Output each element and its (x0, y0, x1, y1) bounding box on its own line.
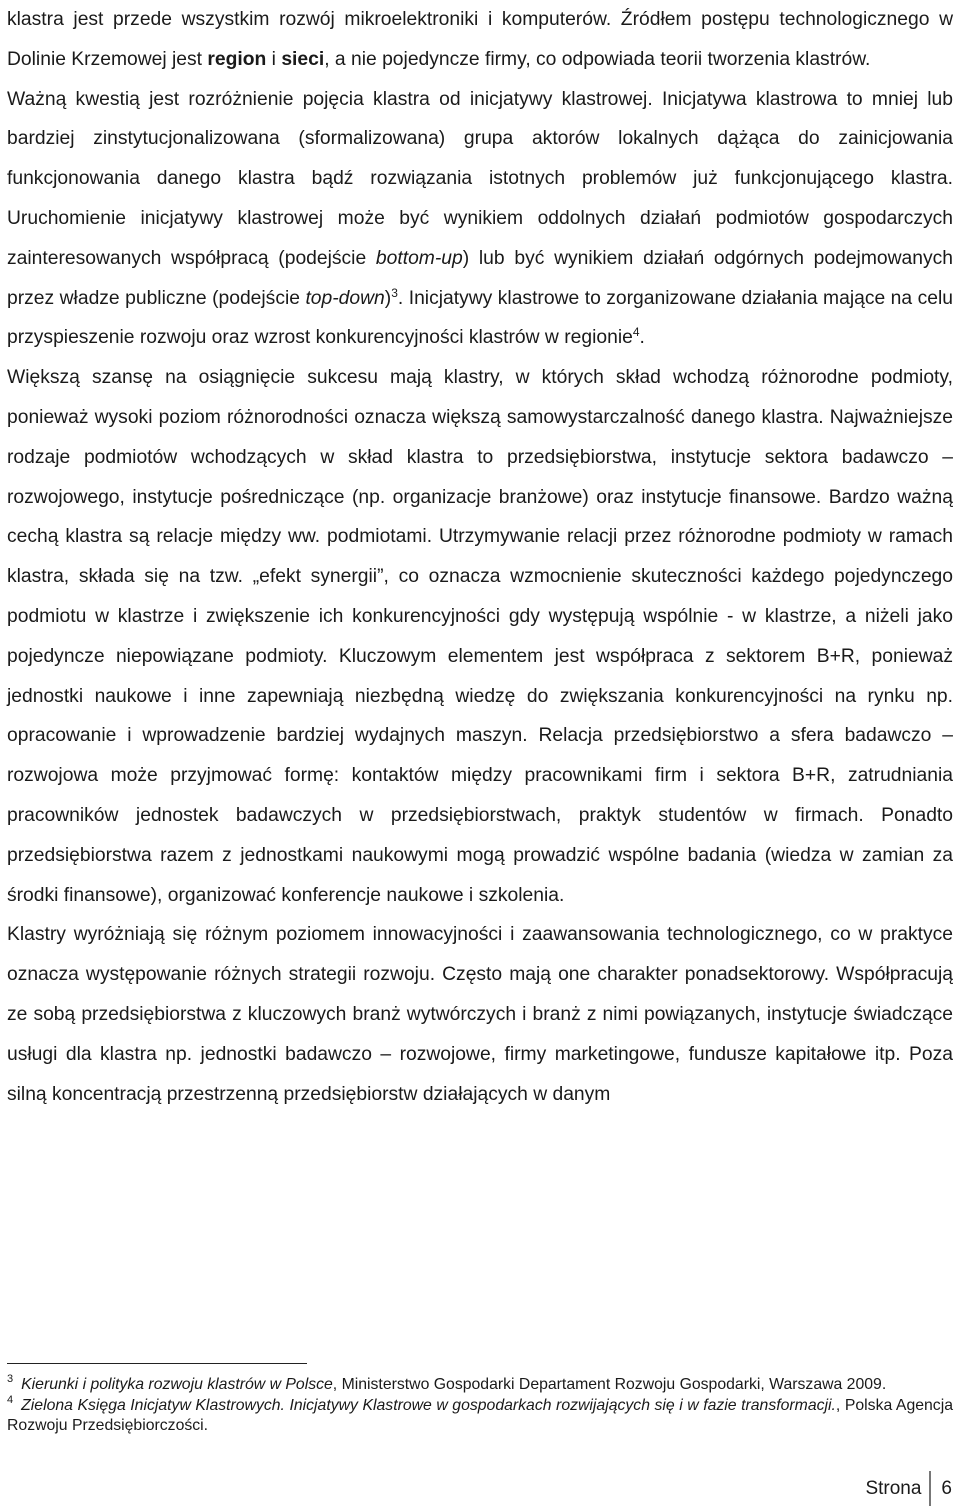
footnote-4 (7, 1393, 953, 1437)
body-text (7, 0, 953, 1114)
p1-bold-sieci: sieci (281, 48, 325, 70)
footnote-separator (7, 1363, 307, 1364)
footnotes (7, 1375, 953, 1437)
footnote-title: Zielona Księga Inicjatyw Klastrowych. Inicjatywy Klastrowe w gospodarkach rozwijających się i w fazie transformacji. (21, 1396, 836, 1414)
paragraph-4: Klastry wyróżniają się różnym poziomem innowacyjności i zaawansowania technologicznego, co w praktyce oznacza występowanie różnych strategii rozwoju. Często mają one charakter ponadsektorowy. Współpracują ze sobą przedsiębiorstwa z kluczowych branż wytwórczych i branż z nimi powiązanych, instytucje świadczące usługi dla klastra np. jednostki badawczo – rozwojowe, firmy marketingowe, fundusze kapitałowe itp. Poza silną koncentracją przestrzenną przedsiębiorstw działających w danym (7, 924, 953, 1105)
page-footer (865, 1471, 952, 1506)
p2-text-c: ) lub być wynikiem działań odgórnych podejmowanych przez władze publiczne (podejście (7, 247, 953, 309)
footnote-number: 3 (7, 1373, 14, 1385)
p1-bold-region: region (207, 48, 267, 70)
paragraph-1 (7, 0, 953, 80)
p2-italic-top-down: top-down (305, 287, 385, 309)
footnote-text: , Polska Agencja Rozwoju Przedsiębiorczości. (7, 1396, 953, 1434)
p2-text-a: Ważną kwestią jest rozróżnienie pojęcia klastra od inicjatywy klastrowej. Inicjatywa klastrowa to mniej lub bardziej zinstytucjonalizowana (sformalizowana) grupa aktorów lokalnych dążąca do zainicjowania funkcjonowania danego klastra bądź rozwiązania istotnych problemów już funkcjonującego klastra. Uruchomienie inicjatywy klastrowej może być wynikiem oddolnych działań podmiotów gospodarczych zainteresowanych współpracą (podejście (7, 88, 953, 269)
p1-text-a: klastra jest przede wszystkim rozwój mikroelektroniki i komputerów. Źródłem postępu technologicznego w Dolinie Krzemowej jest (7, 9, 953, 70)
p2-italic-bottom-up: bottom-up (375, 247, 463, 269)
footnote-ref-4[interactable]: 4 (632, 325, 640, 340)
p1-text-e: , a nie pojedyncze firmy, co odpowiada teorii tworzenia klastrów. (324, 48, 871, 70)
page-number: 6 (941, 1477, 952, 1499)
p1-text-c: i (266, 48, 282, 70)
footnote-3 (7, 1375, 953, 1396)
footnote-title: Kierunki i polityka rozwoju klastrów w Polsce (21, 1376, 333, 1393)
p2-text-e: ) (384, 287, 392, 309)
p2-text-f: . Inicjatywy klastrowe to zorganizowane działania mające na celu przyspieszenie rozwoju oraz wzrost konkurencyjności klastrów w regionie (7, 287, 953, 349)
footnote-number: 4 (7, 1393, 14, 1406)
paragraph-2 (7, 80, 953, 359)
paragraph-3: Większą szansę na osiągnięcie sukcesu mają klastry, w których skład wchodzą różnorodne podmioty, ponieważ wysoki poziom różnorodności oznacza większą samowystarczalność danego klastra. Najważniejsze rodzaje podmiotów wchodzących w skład klastra to przedsiębiorstwa, instytucje sektora badawczo – rozwojowego, instytucje pośredniczące (np. organizacje branżowe) oraz instytucje finansowe. Bardzo ważną cechą klastra są relacje między ww. podmiotami. Utrzymywanie relacji przez różnorodne podmioty w ramach klastra, składa się na tzw. „efekt synergii”, co oznacza wzmocnienie skuteczności każdego pojedynczego podmiotu w klastrze i zwiększenie ich konkurencyjności gdy występują wspólnie - w klastrze, a niżeli jako pojedyncze niepowiązane podmioty. Kluczowym elementem jest współpraca z sektorem B+R, ponieważ jednostki naukowe i inne zapewniają niezbędną wiedzę do zwiększania konkurencyjności na rynku np. opracowanie i wprowadzenie bardziej wydajnych maszyn. Relacja przedsiębiorstwo a sfera badawczo – rozwojowa może przyjmować formę: kontaktów między pracownikami firm i sektora B+R, zatrudniania pracowników jednostek badawczych w przedsiębiorstwach, praktyk studentów w firmach. Ponadto przedsiębiorstwa razem z jednostkami naukowymi mogą prowadzić wspólne badania (wiedza w zamian za środki finansowe), organizować konferencje naukowe i szkolenia. (7, 367, 953, 906)
footnote-text: , Ministerstwo Gospodarki Departament Rozwoju Gospodarki, Warszawa 2009. (332, 1376, 887, 1393)
page-label: Strona (865, 1477, 922, 1499)
footnote-ref-3[interactable]: 3 (391, 285, 398, 300)
p2-text-g: . (639, 327, 645, 349)
